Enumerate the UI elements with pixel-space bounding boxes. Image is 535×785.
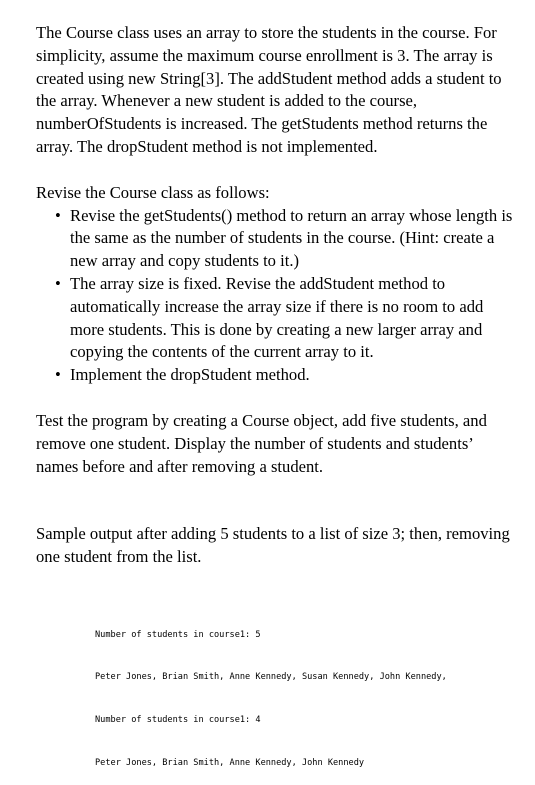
document-body (36, 22, 518, 569)
revision-item-text: Implement the dropStudent method. (70, 365, 310, 385)
test-paragraph: Test the program by creating a Course object, add five students, and remove one student. Display the number of students and students’ names before and after removing a student. (36, 410, 487, 476)
revision-item (36, 364, 518, 387)
bullet-icon: • (55, 273, 61, 293)
revision-list (36, 205, 518, 387)
sample-output-line: Number of students in course1: 4 (95, 715, 261, 726)
revision-item (36, 273, 518, 364)
revise-heading: Revise the Course class as follows: (36, 182, 270, 202)
sample-output-line: Peter Jones, Brian Smith, Anne Kennedy, John Kennedy (95, 758, 365, 769)
revision-item (36, 205, 518, 273)
sample-output-block (95, 599, 447, 785)
sample-heading: Sample output after adding 5 students to a list of size 3; then, removing one student from the list. (36, 524, 510, 567)
bullet-icon: • (55, 365, 61, 385)
bullet-icon: • (55, 205, 61, 225)
revision-item-text: Revise the getStudents() method to return an array whose length is the same as the number of students in the course. (Hint: create a new array and copy students to it.) (70, 205, 513, 271)
sample-output-line: Number of students in course1: 5 (95, 629, 261, 640)
sample-output-line: Peter Jones, Brian Smith, Anne Kennedy, Susan Kennedy, John Kennedy, (95, 672, 447, 683)
intro-paragraph: The Course class uses an array to store the students in the course. For simplicity, assume the maximum course enrollment is 3. The array is created using new String[3]. The addStudent method adds a student to the array. Whenever a new student is added to the course, numberOfStudents is increased. The getStudents method returns the array. The dropStudent method is not implemented. (36, 23, 502, 156)
revision-item-text: The array size is fixed. Revise the addStudent method to automatically increase the array size if there is no room to add more students. This is done by creating a new larger array and copying the contents of the current array to it. (70, 273, 484, 362)
